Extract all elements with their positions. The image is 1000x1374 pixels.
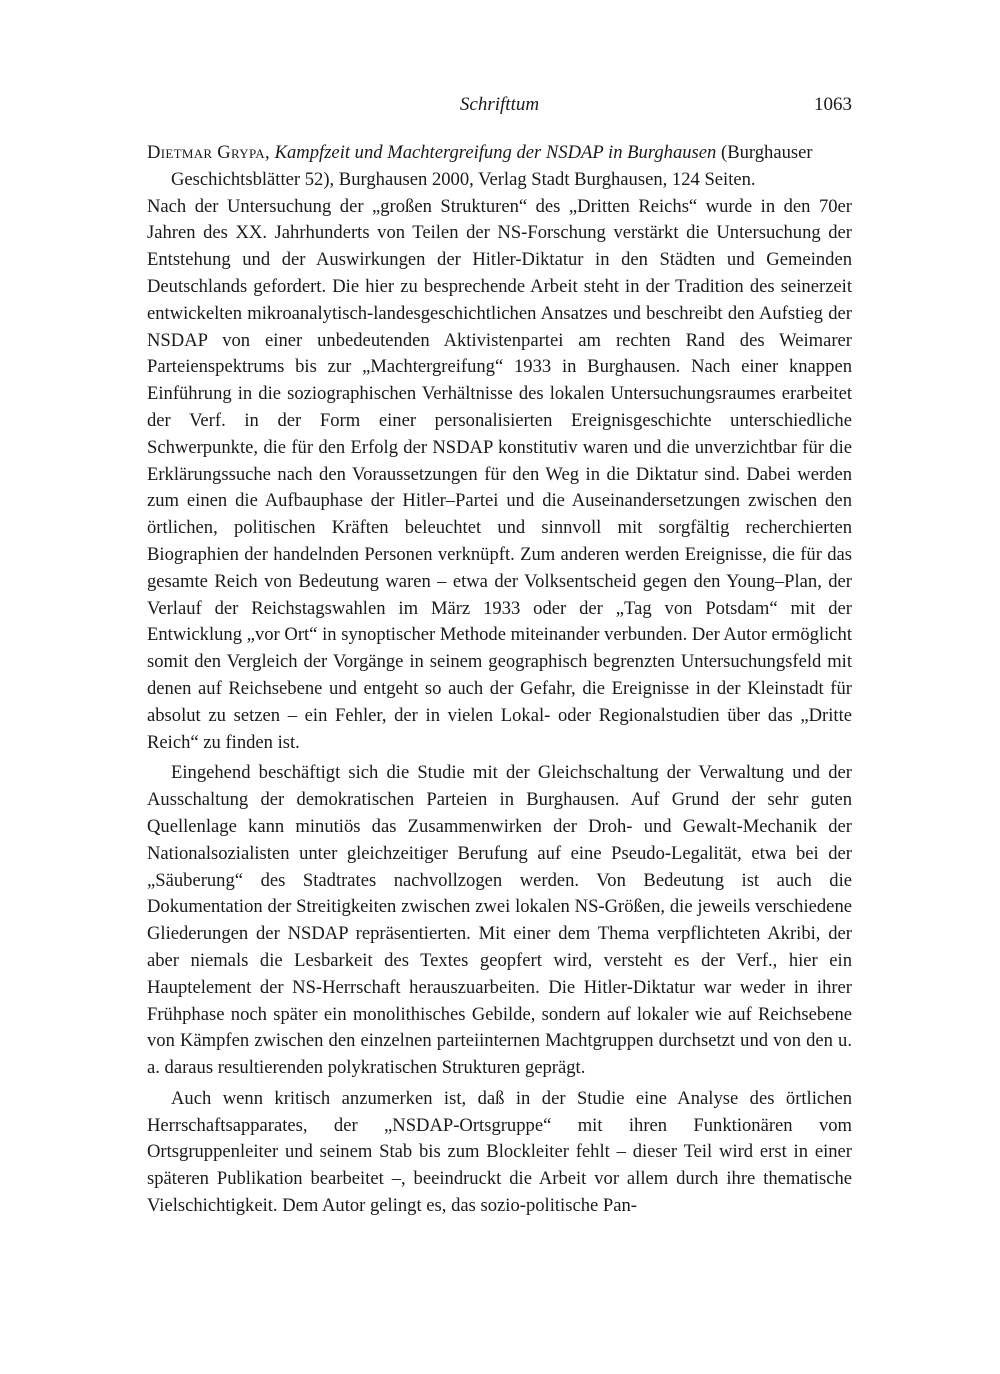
review-paragraph: Nach der Untersuchung der „großen Strukturen“ des „Dritten Reichs“ wurde in den 70er Jahren des XX. Jahrhunderts von Teilen der NS-Forschung verstärkt die Untersuchung der Entstehung und der Auswirkungen der Hitler-Diktatur in den Städten und Gemeinden Deutschlands gefordert. Die hier zu besprechende Arbeit steht in der Tradition des seinerzeit entwickelten mikroanalytisch-landesgeschichtlichen Ansatzes und beschreibt den Aufstieg der NSDAP von einer unbedeutenden Aktivistenpartei am rechten Rand des Weimarer Parteienspektrums bis zur „Machtergreifung“ 1933 in Burghausen. Nach einer knappen Einführung in die soziographischen Verhältnisse des lokalen Untersuchungsraumes erarbeitet der Verf. in der Form einer personalisierten Ereignisgeschichte unterschiedliche Schwerpunkte, die für den Erfolg der NSDAP konstitutiv waren und die unverzichtbar für die Erklärungssuche nach den Voraussetzungen für den Weg in die Diktatur sind. Dabei werden zum einen die Aufbauphase der Hitler–Partei und die Auseinandersetzungen zwischen den örtlichen, politischen Kräften beleuchtet und sinnvoll mit sorgfältig recherchierten Biographien der handelnden Personen verknüpft. Zum anderen werden Ereignisse, die für das gesamte Reich von Bedeutung waren – etwa der Volksentscheid gegen den Young–Plan, der Verlauf der Reichstagswahlen im März 1933 oder der „Tag von Potsdam“ mit der Entwicklung „vor Ort“ in synoptischer Methode miteinander verbunden. Der Autor ermöglicht somit den Vergleich der Vorgänge in seinem geographisch begrenzten Untersuchungsfeld mit denen auf Reichsebene und entgeht so auch der Gefahr, die Ereignisse in der Kleinstadt für absolut zu setzen – ein Fehler, der in vielen Lokal- oder Regionalstudien über das „Dritte Reich“ zu finden ist. — [147, 195, 852, 753]
running-header — [147, 88, 852, 122]
review-paragraph: Eingehend beschäftigt sich die Studie mit der Gleichschaltung der Verwaltung und der Ausschaltung der demokratischen Parteien in Burghausen. Auf Grund der sehr guten Quellenlage kann minutiös das Zusammenwirken der Droh- und Gewalt-Mechanik der Nationalsozialisten unter gleichzeitiger Berufung auf eine Pseudo-Legalität, etwa bei der „Säuberung“ des Stadtrates nachvollzogen werden. Von Bedeutung ist auch die Dokumentation der Streitigkeiten zwischen zwei lokalen NS-Größen, die jeweils verschiedene Gliederungen der NSDAP repräsentierten. Mit einer dem Thema verpflichteten Akribi, der aber niemals die Lesbarkeit des Textes geopfert wird, versteht es der Verf., hier ein Hauptelement der NS-Herrschaft herauszuarbeiten. Die Hitler-Diktatur war weder in ihrer Frühphase noch später ein monolithisches Gebilde, sondern auf lokaler wie auf Reichsebene von Kämpfen zwischen den einzelnen parteiinternen Machtgruppen durchsetzt und von den u. a. daraus resultierenden polykratischen Strukturen geprägt. — [147, 762, 852, 1079]
review-paragraph: Auch wenn kritisch anzumerken ist, daß in der Studie eine Analyse des örtlichen Herrschaftsapparates, der „NSDAP-Ortsgruppe“ mit ihren Funktionären vom Ortsgruppenleiter und seinem Stab bis zum Blockleiter fehlt – dieser Teil wird erst in einer späteren Publikation bearbeitet –, beeindruckt die Arbeit vor allem durch ihre thematische Vielschichtigkeit. Dem Autor gelingt es, das sozio-politische Pan- — [147, 1087, 852, 1217]
bibliographic-entry — [147, 140, 852, 194]
entry-details: (Burghauser Geschichtsblätter 52), Burghausen 2000, Verlag Stadt Burghausen, 124 Seiten. — [171, 142, 813, 190]
review-body — [147, 194, 852, 1220]
entry-author: Dietmar Grypa, — [147, 142, 270, 163]
running-title: Schrifttum — [459, 94, 540, 115]
book-page — [147, 88, 852, 1220]
page-number: 1063 — [814, 94, 852, 115]
entry-title: Kampfzeit und Machtergreifung der NSDAP in Burghausen — [274, 142, 717, 163]
